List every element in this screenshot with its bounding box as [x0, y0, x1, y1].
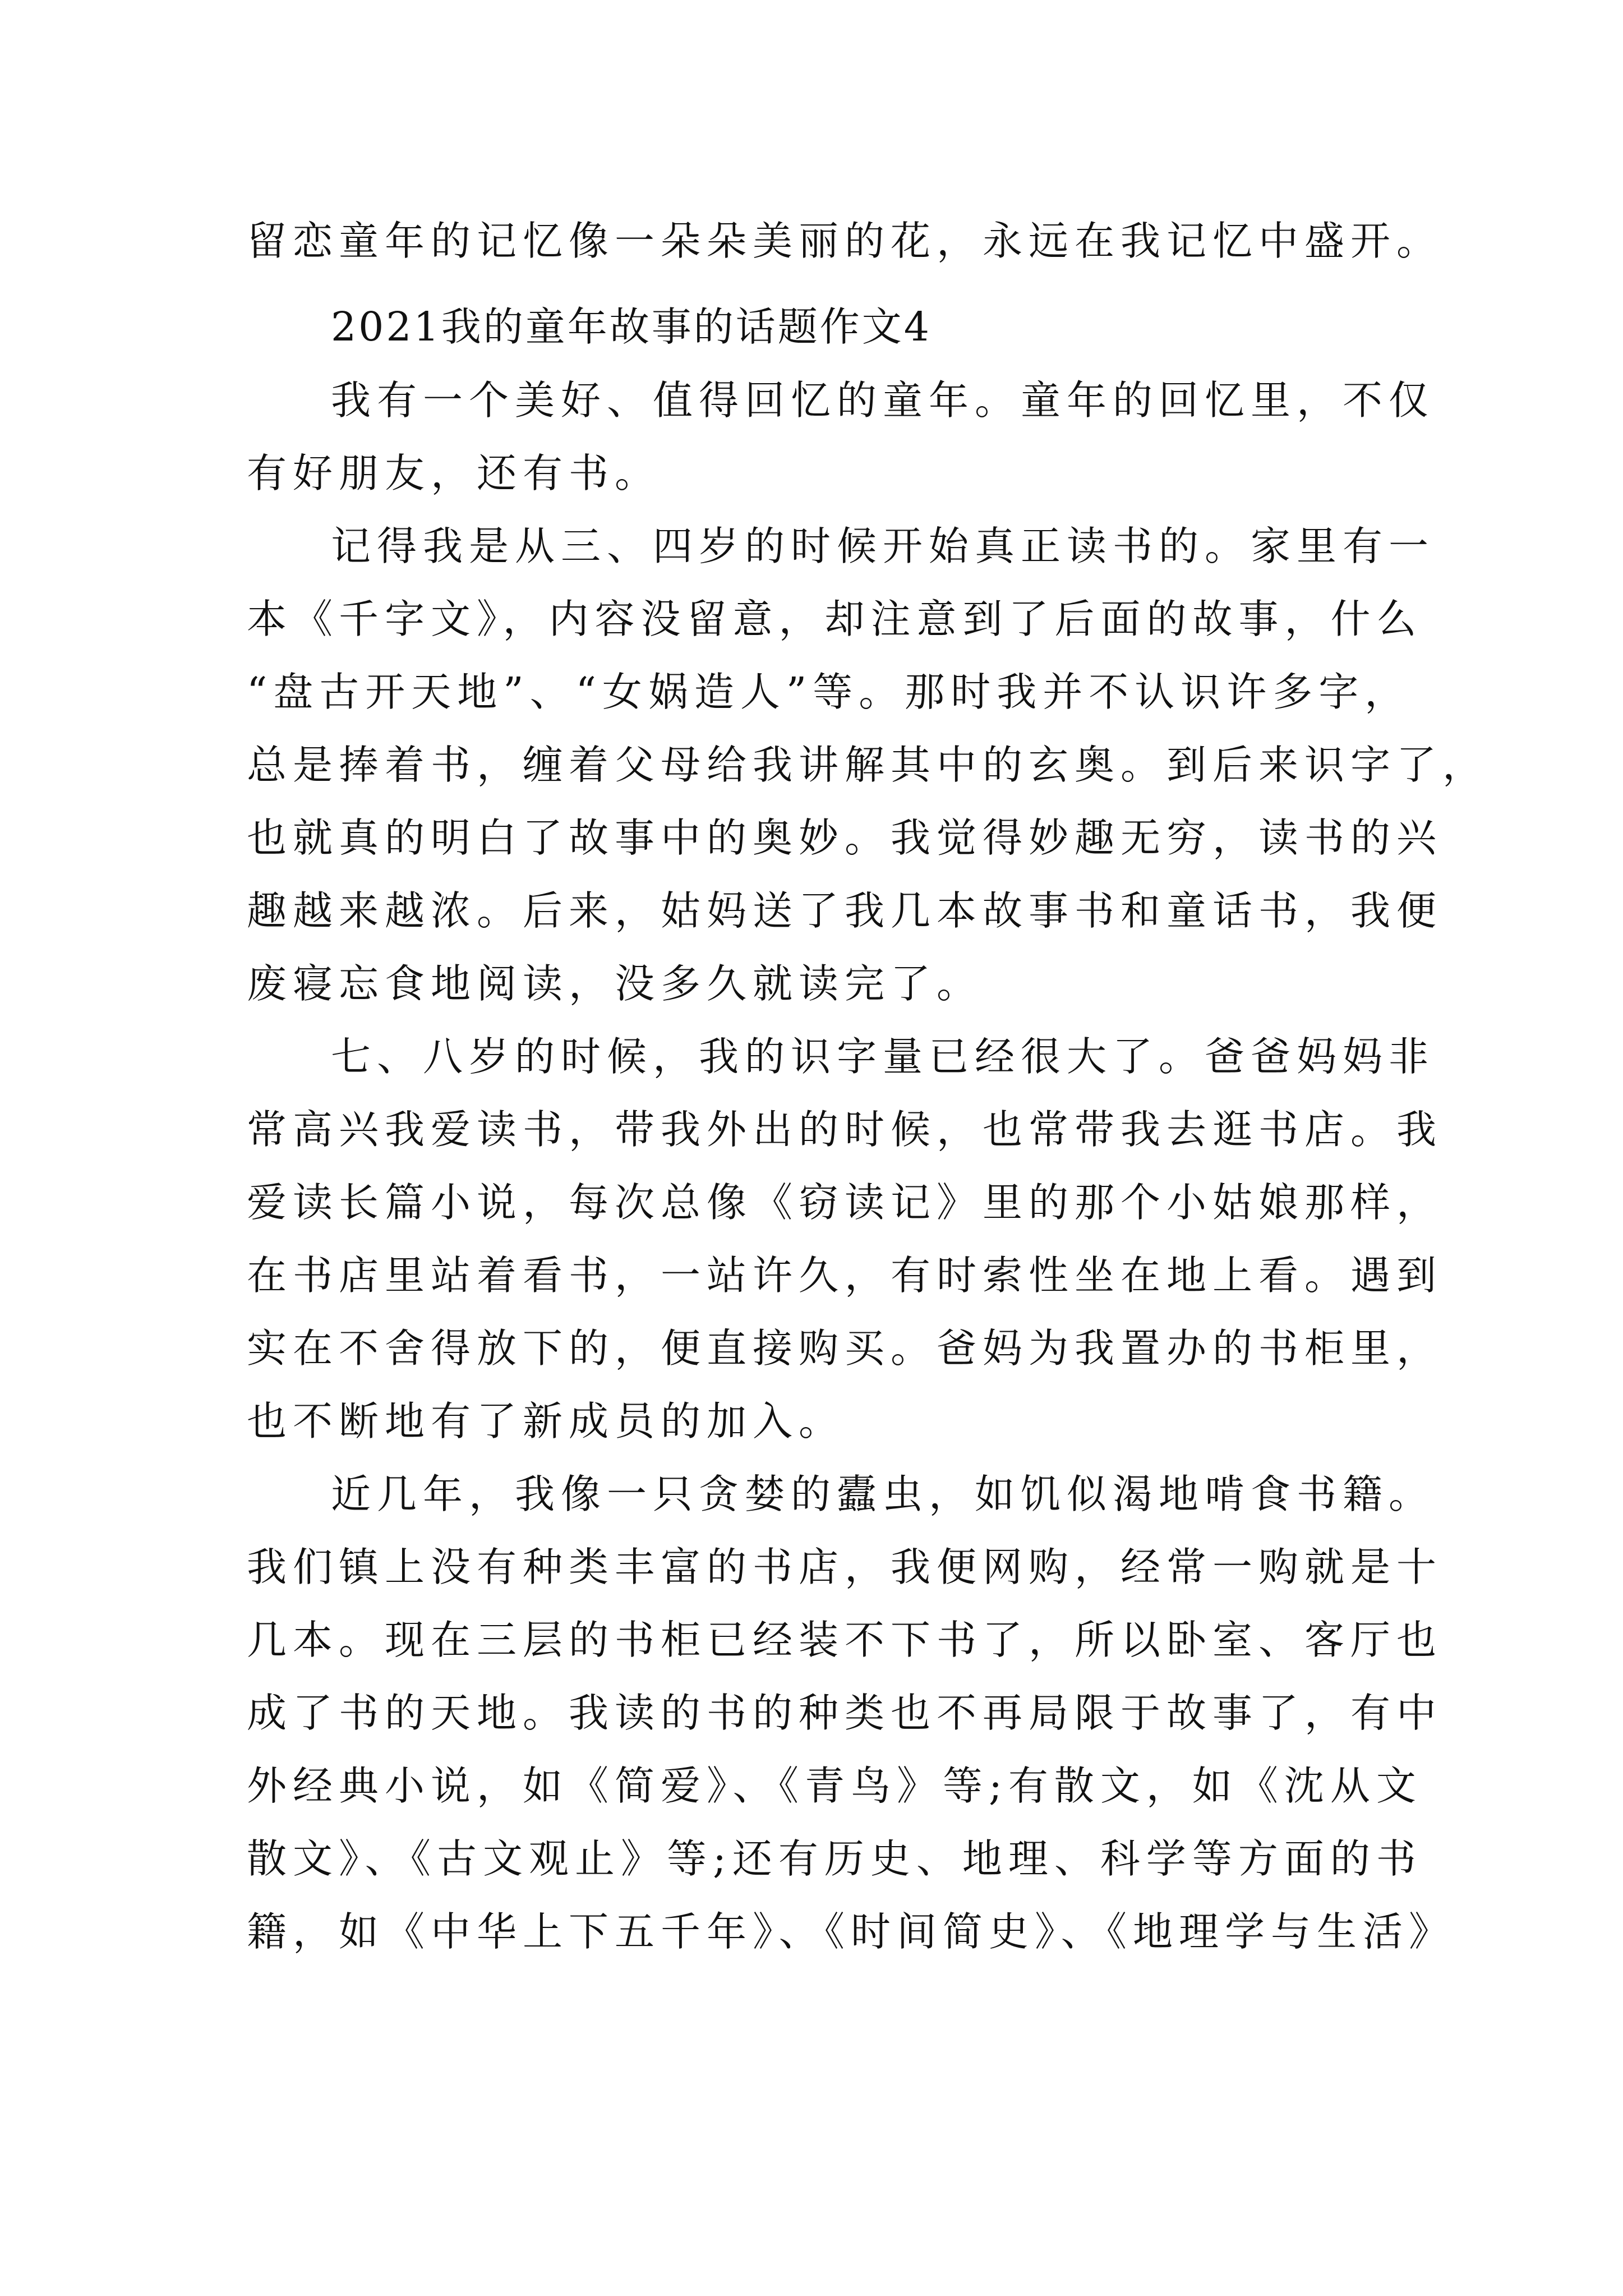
text-line-9: 也就真的明白了故事中的奥妙。我觉得妙趣无穷，读书的兴 [247, 815, 1443, 861]
text-line-11: 废寝忘食地阅读，没多久就读完了。 [247, 960, 983, 1007]
text-line-24: 籍，如《中华上下五千年》、《时间简史》、《地理学与生活》 [247, 1908, 1455, 1955]
text-line-23: 散文》、《古文观止》等;还有历史、地理、科学等方面的书 [247, 1835, 1422, 1882]
text-line-6: 本《千字文》，内容没留意，却注意到了后面的故事，什么 [247, 596, 1423, 642]
text-line-22: 外经典小说，如《简爱》、《青鸟》等;有散文，如《沈从文 [247, 1763, 1422, 1809]
text-line-19: 我们镇上没有种类丰富的书店，我便网购，经常一购就是十 [247, 1544, 1443, 1590]
text-line-1: 留恋童年的记忆像一朵朵美丽的花，永远在我记忆中盛开。 [247, 218, 1443, 264]
section-heading: 2021我的童年故事的话题作文4 [331, 303, 932, 350]
text-line-7: “盘古开天地”、“女娲造人”等。那时我并不认识许多字， [247, 669, 1411, 715]
text-line-10: 趣越来越浓。后来，姑妈送了我几本故事书和童话书，我便 [247, 887, 1443, 934]
text-line-13: 常高兴我爱读书，带我外出的时候，也常带我去逛书店。我 [247, 1106, 1443, 1153]
text-line-15: 在书店里站着看书，一站许久，有时索性坐在地上看。遇到 [247, 1252, 1443, 1299]
text-line-18: 近几年，我像一只贪婪的蠹虫，如饥似渴地啃食书籍。 [331, 1471, 1435, 1517]
text-line-17: 也不断地有了新成员的加入。 [247, 1398, 845, 1444]
text-line-12: 七、八岁的时候，我的识字量已经很大了。爸爸妈妈非 [331, 1033, 1435, 1080]
text-line-5: 记得我是从三、四岁的时候开始真正读书的。家里有一 [331, 523, 1435, 569]
text-line-21: 成了书的天地。我读的书的种类也不再局限于故事了，有中 [247, 1690, 1443, 1736]
text-line-16: 实在不舍得放下的，便直接购买。爸妈为我置办的书柜里， [247, 1325, 1443, 1372]
text-line-14: 爱读长篇小说，每次总像《窃读记》里的那个小姑娘那样， [247, 1179, 1443, 1226]
text-line-8: 总是捧着书，缠着父母给我讲解其中的玄奥。到后来识字了， [247, 742, 1489, 788]
text-line-4: 有好朋友，还有书。 [247, 450, 661, 496]
text-line-20: 几本。现在三层的书柜已经装不下书了，所以卧室、客厅也 [247, 1617, 1443, 1663]
text-line-3: 我有一个美好、值得回忆的童年。童年的回忆里，不仅 [331, 377, 1435, 424]
